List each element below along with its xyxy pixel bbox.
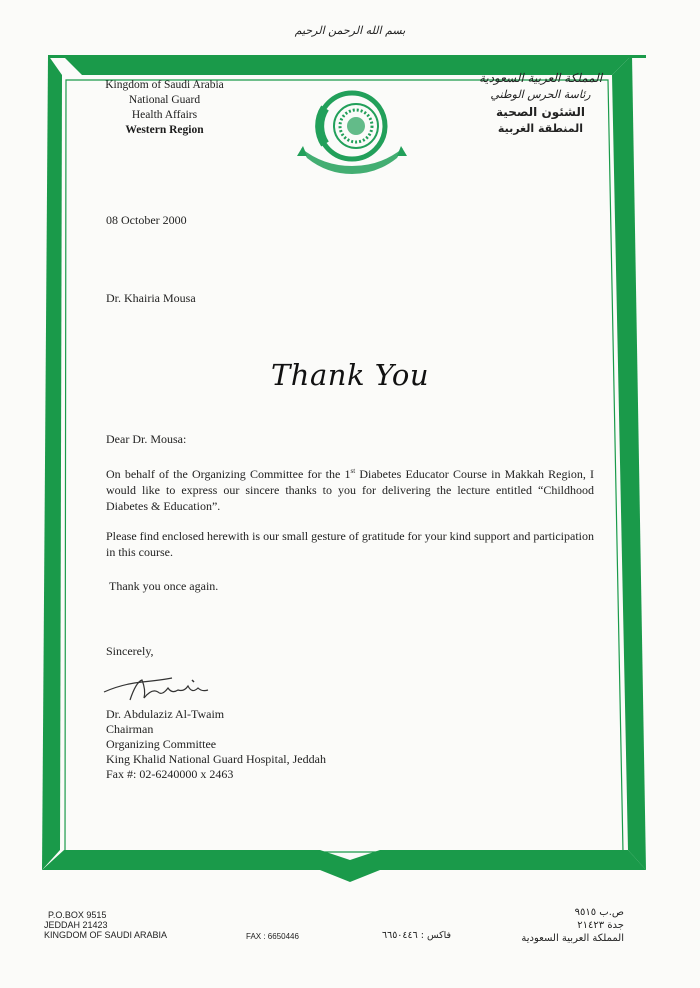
header-en-line2: National Guard [128, 94, 201, 106]
header-ar-line3: الشئون الصحية [496, 105, 585, 119]
handwritten-signature [102, 670, 232, 706]
footer-address-arabic [506, 906, 624, 945]
letter-title: Thank You [270, 358, 430, 392]
paragraph-1-rest: Diabetes Educator Course in Makkah Region, I would like to express our sincere thanks to you for delivering the lecture entitled “Childhood Diabetes & Education”. [106, 467, 594, 513]
header-en-line1: Kingdom of Saudi Arabia [105, 79, 224, 91]
signatory-committee: Organizing Committee [106, 737, 217, 751]
letter-date: 08 October 2000 [106, 213, 187, 227]
footer-ar-country: المملكة العربية السعودية [521, 933, 624, 944]
paragraph-2: Please find enclosed herewith is our small gesture of gratitude for your kind support and participation in this course. [106, 529, 594, 559]
basmala-calligraphy [285, 20, 415, 42]
paragraph-1-start: On behalf of the Organizing Committee for the 1 [106, 467, 351, 481]
national-guard-emblem [293, 86, 411, 176]
ordinal-suffix: st [350, 467, 356, 475]
footer-country: KINGDOM OF SAUDI ARABIA [44, 930, 168, 940]
signature-block [106, 707, 326, 782]
recipient-name: Dr. Khairia Mousa [106, 291, 196, 305]
footer-po-box: P.O.BOX 9515 [48, 910, 107, 920]
footer-fax-arabic: فاكس : ٦٦٥٠٤٤٦ [382, 930, 452, 941]
signatory-role: Chairman [106, 722, 154, 736]
header-en-line3: Health Affairs [131, 109, 198, 121]
footer-ar-po-box: ص.ب ٩٥١٥ [574, 907, 624, 918]
paragraph-1 [106, 463, 594, 514]
header-ar-line2: رئاسة الحرس الوطني [490, 88, 591, 101]
closing-line: Thank you once again. [109, 579, 219, 593]
header-ar-line1: المملكة العربية السعودية [478, 71, 603, 85]
header-english [82, 78, 247, 138]
signatory-hospital: King Khalid National Guard Hospital, Jeddah [106, 752, 326, 766]
salutation: Dear Dr. Mousa: [106, 432, 187, 446]
footer-city: JEDDAH 21423 [44, 920, 108, 930]
footer-ar-city: جدة ٢١٤٢٣ [577, 920, 624, 931]
sign-off: Sincerely, [106, 644, 154, 658]
footer-address-english [44, 910, 167, 940]
footer-fax-english: FAX : 6650446 [246, 932, 299, 941]
header-arabic [468, 70, 613, 137]
basmala-text: بسم الله الرحمن الرحيم [294, 24, 406, 37]
signatory-name: Dr. Abdulaziz Al-Twaim [106, 707, 225, 721]
header-ar-line4: المنطقة الغربية [497, 122, 584, 135]
header-en-line4: Western Region [125, 124, 204, 136]
signatory-fax: Fax #: 02-6240000 x 2463 [106, 767, 234, 781]
